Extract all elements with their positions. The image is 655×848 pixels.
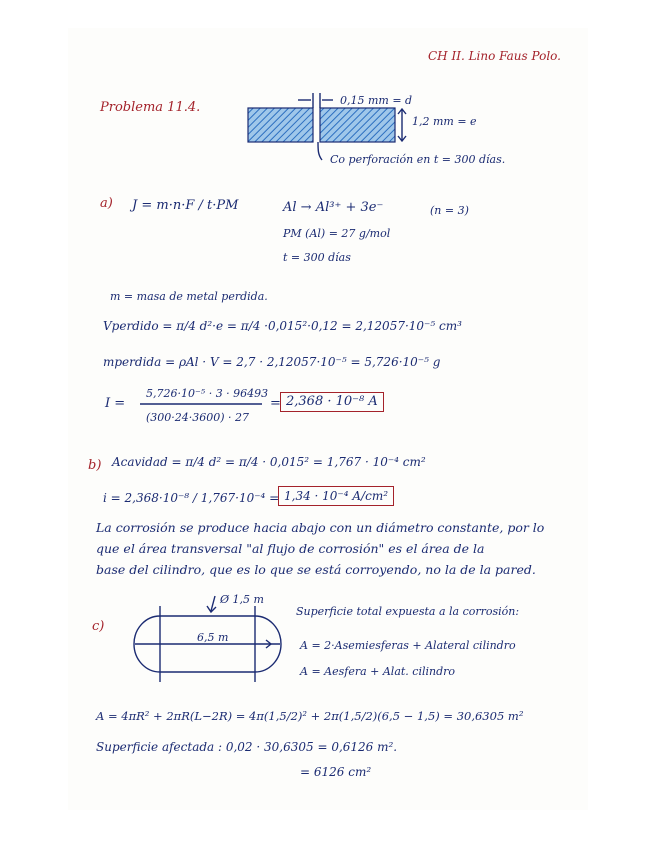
mass-definition: m = masa de metal perdida. xyxy=(110,290,268,303)
current-result-box: 2,368 · 10⁻⁸ A xyxy=(280,392,384,412)
explanation-line-1: La corrosión se produce hacia abajo con un diámetro constante, por lo xyxy=(96,520,545,535)
oxidation-reaction: Al → Al³⁺ + 3e⁻ xyxy=(283,200,384,215)
page-header: CH II. Lino Faus Polo. xyxy=(428,49,561,63)
current-density-box: 1,34 · 10⁻⁴ A/cm² xyxy=(278,486,394,506)
explanation-line-2: que el área transversal "al flujo de corrosión" es el área de la xyxy=(96,541,485,556)
thickness-label: 1,2 mm = e xyxy=(412,115,477,128)
lost-volume: Vperdido = π/4 d²·e = π/4 ·0,015²·0,12 = 2,12057·10⁻⁵ cm³ xyxy=(103,319,462,333)
diameter-label: 0,15 mm = d xyxy=(340,94,413,107)
time-value: t = 300 días xyxy=(283,251,351,264)
part-a-label: a) xyxy=(100,196,113,211)
current-numerator: 5,726·10⁻⁵ · 3 · 96493 xyxy=(146,387,269,400)
length-annotation: 6,5 m xyxy=(197,631,229,644)
molar-mass: PM (Al) = 27 g/mol xyxy=(283,227,391,240)
lost-mass: mperdida = ρAl · V = 2,7 · 2,12057·10⁻⁵ = 5,726·10⁻⁵ g xyxy=(103,355,441,369)
current-lhs: I = xyxy=(105,396,126,411)
part-c-label: c) xyxy=(92,619,105,634)
problem-title: Problema 11.4. xyxy=(100,100,201,115)
current-denominator: (300·24·3600) · 27 xyxy=(146,411,250,424)
explanation-line-3: base del cilindro, que es lo que se está corroyendo, no la de la pared. xyxy=(96,562,536,577)
surface-heading: Superficie total expuesta a la corrosión: xyxy=(296,605,520,618)
area-calculation: A = 4πR² + 2πR(L−2R) = 4π(1,5/2)² + 2π(1,5/2)(6,5 − 1,5) = 30,6305 m² xyxy=(96,709,524,723)
surface-equation-2: A = Aesfera + Alat. cilindro xyxy=(300,665,456,678)
electrons-n: (n = 3) xyxy=(430,204,469,217)
diameter-annotation: Ø 1,5 m xyxy=(220,593,264,606)
surface-equation-1: A = 2·Asemiesferas + Alateral cilindro xyxy=(300,639,516,652)
figure-caption: Co perforación en t = 300 días. xyxy=(330,153,506,166)
affected-surface-cm2: = 6126 cm² xyxy=(300,765,372,779)
equals-sign-1: = xyxy=(270,396,281,411)
affected-surface: Superficie afectada : 0,02 · 30,6305 = 0,6126 m². xyxy=(96,740,398,754)
current-density-lhs: i = 2,368·10⁻⁸ / 1,767·10⁻⁴ = xyxy=(103,491,280,505)
part-b-label: b) xyxy=(88,458,102,473)
current-formula: J = m·n·F / t·PM xyxy=(132,198,239,213)
cavity-area: Acavidad = π/4 d² = π/4 · 0,015² = 1,767 · 10⁻⁴ cm² xyxy=(112,455,426,469)
